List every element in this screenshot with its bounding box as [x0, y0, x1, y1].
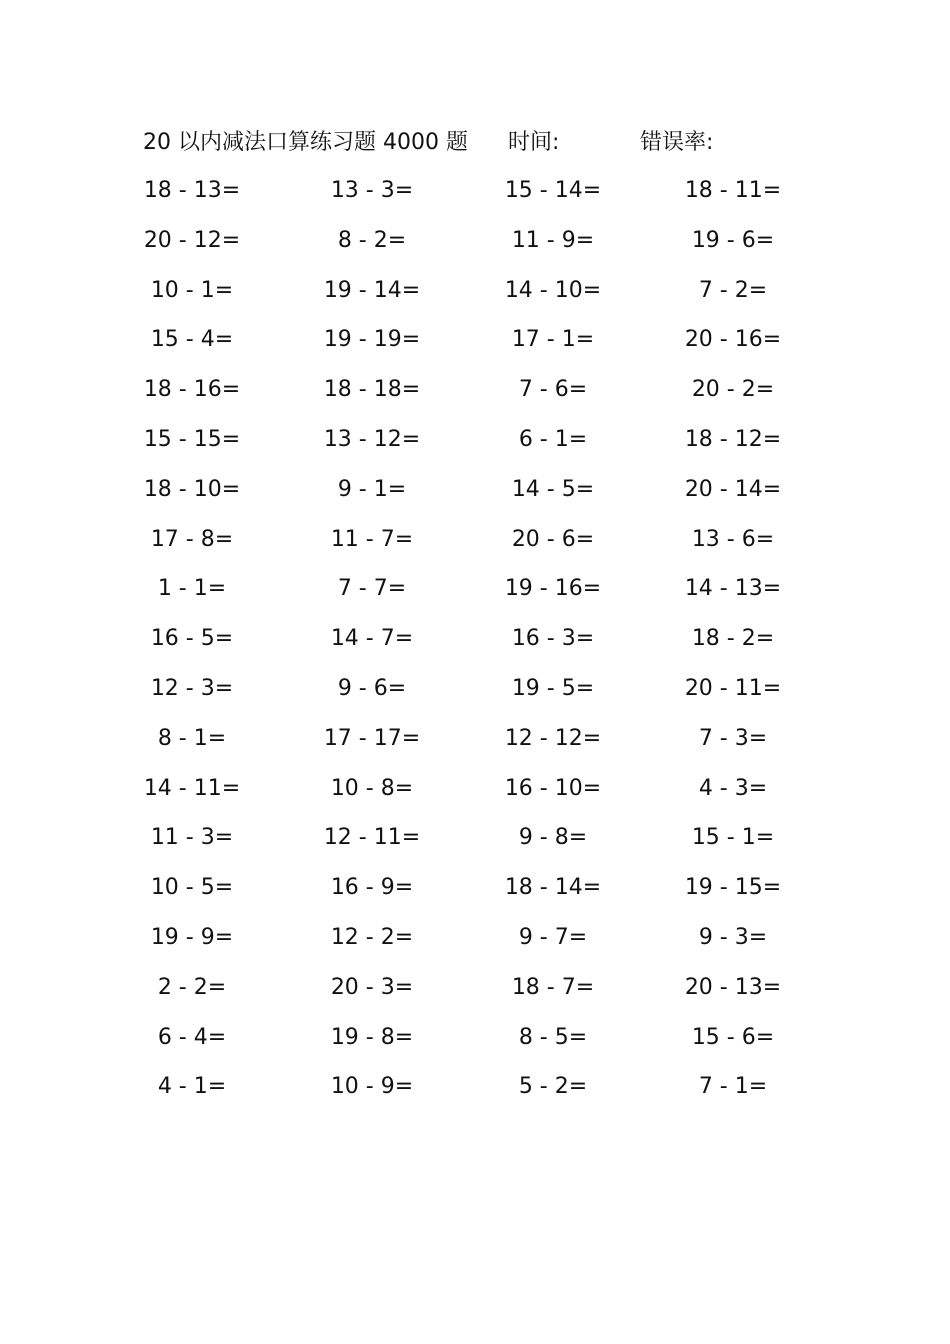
- problem-item: 9 - 3=: [698, 924, 768, 950]
- problem-row: [0, 821, 950, 871]
- problem-item: 17 - 1=: [511, 327, 595, 353]
- problem-item: 16 - 5=: [150, 626, 234, 652]
- problem-item: 19 - 6=: [691, 227, 775, 253]
- problem-item: 18 - 11=: [684, 178, 782, 203]
- problem-item: 6 - 4=: [157, 1024, 227, 1050]
- problem-item: 19 - 5=: [511, 675, 595, 701]
- problem-item: 17 - 8=: [150, 526, 234, 552]
- problem-item: 12 - 12=: [504, 725, 602, 751]
- problem-item: 11 - 7=: [330, 526, 414, 552]
- problem-item: 7 - 3=: [698, 725, 768, 751]
- problem-item: 10 - 9=: [330, 1074, 414, 1100]
- problem-item: 20 - 6=: [511, 526, 595, 552]
- problem-item: 18 - 13=: [143, 178, 241, 203]
- problem-item: 18 - 7=: [511, 974, 595, 1000]
- problem-row: [0, 722, 950, 772]
- problem-item: 19 - 8=: [330, 1024, 414, 1050]
- problem-row: [0, 274, 950, 324]
- problem-item: 15 - 6=: [691, 1024, 775, 1050]
- problem-item: 15 - 14=: [504, 178, 602, 203]
- problem-item: 13 - 12=: [323, 426, 421, 452]
- problem-item: 16 - 9=: [330, 875, 414, 901]
- problem-row: [0, 174, 950, 224]
- error-rate-label: 错误率:: [640, 130, 714, 155]
- problem-item: 20 - 14=: [684, 476, 782, 502]
- problem-item: 4 - 3=: [698, 775, 768, 801]
- problem-item: 10 - 1=: [150, 277, 234, 303]
- problem-row: [0, 323, 950, 373]
- problem-row: [0, 224, 950, 274]
- problem-item: 16 - 10=: [504, 775, 602, 801]
- problem-item: 18 - 2=: [691, 626, 775, 652]
- problem-item: 20 - 3=: [330, 974, 414, 1000]
- problem-item: 9 - 6=: [337, 675, 407, 701]
- problem-item: 5 - 2=: [518, 1074, 588, 1100]
- problem-grid: [0, 174, 950, 1120]
- problem-item: 14 - 5=: [511, 476, 595, 502]
- problem-item: 20 - 16=: [684, 327, 782, 353]
- problem-row: [0, 1021, 950, 1071]
- problem-item: 14 - 10=: [504, 277, 602, 303]
- problem-item: 7 - 2=: [698, 277, 768, 303]
- problem-item: 14 - 7=: [330, 626, 414, 652]
- problem-item: 18 - 16=: [143, 377, 241, 403]
- problem-item: 11 - 3=: [150, 825, 234, 851]
- problem-row: [0, 523, 950, 573]
- problem-item: 19 - 9=: [150, 924, 234, 950]
- problem-item: 6 - 1=: [518, 426, 588, 452]
- problem-item: 9 - 1=: [337, 476, 407, 502]
- problem-item: 9 - 7=: [518, 924, 588, 950]
- problem-item: 15 - 4=: [150, 327, 234, 353]
- problem-item: 11 - 9=: [511, 227, 595, 253]
- problem-item: 10 - 5=: [150, 875, 234, 901]
- problem-item: 20 - 11=: [684, 675, 782, 701]
- problem-row: [0, 473, 950, 523]
- problem-item: 13 - 3=: [330, 178, 414, 203]
- problem-item: 18 - 14=: [504, 875, 602, 901]
- problem-item: 18 - 10=: [143, 476, 241, 502]
- time-label: 时间:: [508, 130, 560, 155]
- problem-row: [0, 572, 950, 622]
- problem-row: [0, 373, 950, 423]
- problem-item: 8 - 1=: [157, 725, 227, 751]
- problem-item: 2 - 2=: [157, 974, 227, 1000]
- problem-item: 16 - 3=: [511, 626, 595, 652]
- worksheet-header: [0, 126, 950, 160]
- problem-item: 20 - 2=: [691, 377, 775, 403]
- problem-item: 15 - 1=: [691, 825, 775, 851]
- problem-item: 7 - 1=: [698, 1074, 768, 1100]
- problem-item: 18 - 18=: [323, 377, 421, 403]
- problem-item: 20 - 12=: [143, 227, 241, 253]
- problem-item: 8 - 5=: [518, 1024, 588, 1050]
- problem-row: [0, 672, 950, 722]
- problem-item: 13 - 6=: [691, 526, 775, 552]
- problem-row: [0, 772, 950, 822]
- problem-item: 10 - 8=: [330, 775, 414, 801]
- problem-item: 15 - 15=: [143, 426, 241, 452]
- problem-item: 1 - 1=: [157, 576, 227, 602]
- problem-item: 17 - 17=: [323, 725, 421, 751]
- problem-item: 19 - 19=: [323, 327, 421, 353]
- problem-item: 7 - 7=: [337, 576, 407, 602]
- problem-row: [0, 871, 950, 921]
- problem-item: 19 - 16=: [504, 576, 602, 602]
- problem-item: 8 - 2=: [337, 227, 407, 253]
- problem-row: [0, 921, 950, 971]
- problem-row: [0, 423, 950, 473]
- problem-item: 18 - 12=: [684, 426, 782, 452]
- problem-row: [0, 971, 950, 1021]
- problem-item: 19 - 14=: [323, 277, 421, 303]
- problem-item: 20 - 13=: [684, 974, 782, 1000]
- problem-item: 12 - 3=: [150, 675, 234, 701]
- problem-item: 12 - 11=: [323, 825, 421, 851]
- problem-row: [0, 622, 950, 672]
- problem-item: 4 - 1=: [157, 1074, 227, 1100]
- problem-item: 7 - 6=: [518, 377, 588, 403]
- problem-item: 9 - 8=: [518, 825, 588, 851]
- problem-row: [0, 1070, 950, 1120]
- problem-item: 14 - 13=: [684, 576, 782, 602]
- problem-item: 19 - 15=: [684, 875, 782, 901]
- problem-item: 12 - 2=: [330, 924, 414, 950]
- problem-item: 14 - 11=: [143, 775, 241, 801]
- worksheet-title: 20 以内减法口算练习题 4000 题: [143, 130, 468, 155]
